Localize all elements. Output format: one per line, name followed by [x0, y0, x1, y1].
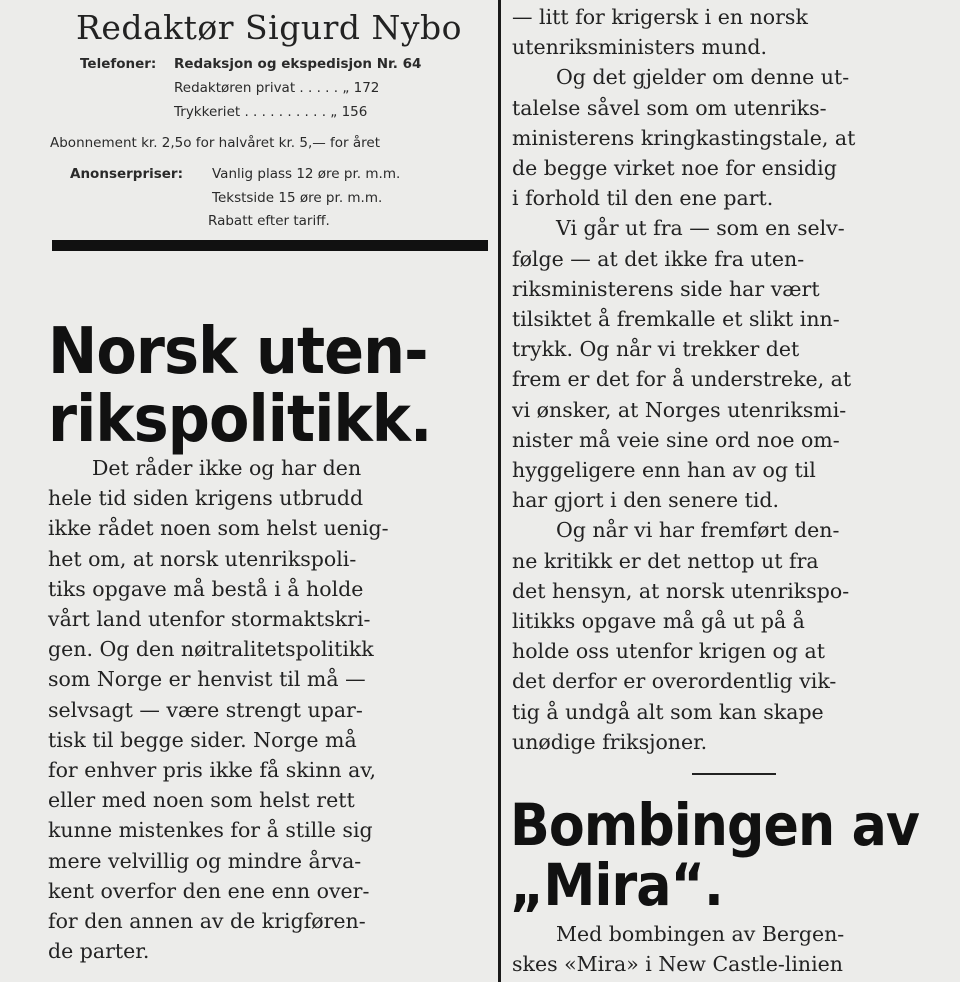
editor-name: Redaktør Sigurd Nybo: [75, 8, 462, 47]
text-line: har gjort i den senere tid.: [512, 488, 780, 513]
text-line: holde oss utenfor krigen og at: [512, 639, 825, 664]
text-line: de begge virket noe for ensidig: [512, 156, 837, 180]
phone-line-editor-private: Redaktøren privat . . . . . „ 172: [174, 80, 380, 96]
text-line: selvsagt — være strengt upar-: [48, 697, 363, 722]
text-line: for den annen av de krigføren-: [48, 909, 366, 933]
subscription-price: Abonnement kr. 2,5o for halvåret kr. 5,— for året: [50, 135, 381, 151]
text-line: eller med noen som helst rett: [48, 788, 355, 813]
text-line: følge — at det ikke fra uten-: [512, 246, 805, 271]
headline-2-line-1: Bombingen av: [510, 791, 920, 859]
text-line: de parter.: [48, 939, 150, 964]
text-line: hyggeligere enn han av og til: [512, 458, 816, 482]
text-line: — litt for krigersk i en norsk: [512, 5, 808, 29]
text-line: unødige friksjoner.: [512, 729, 708, 754]
text-line: det hensyn, at norsk utenrikspo-: [512, 578, 850, 603]
text-line: tilsiktet å fremkalle et slikt inn-: [512, 307, 840, 331]
phone-line-editorial: Redaksjon og ekspedisjon Nr. 64: [174, 56, 422, 72]
text-line: mere velvillig og mindre årva-: [48, 848, 362, 873]
text-line: talelse såvel som om utenriks-: [512, 95, 827, 120]
headline-line-2: rikspolitikk.: [48, 383, 432, 457]
text-line: hele tid siden krigens utbrudd: [48, 486, 364, 511]
text-line: Vi går ut fra — som en selv-: [556, 216, 845, 241]
text-line: som Norge er henvist til må —: [48, 667, 366, 692]
text-line: gen. Og den nøitralitetspolitikk: [48, 637, 374, 662]
text-line: riksministerens side har vært: [512, 276, 820, 301]
text-line: tig å undgå alt som kan skape: [512, 699, 824, 724]
text-line: het om, at norsk utenrikspoli-: [48, 546, 357, 571]
text-line: vårt land utenfor stormaktskri-: [48, 607, 371, 631]
masthead-rule: [52, 240, 488, 251]
headline-2-line-2: „Mira“.: [510, 851, 723, 919]
text-line: Med bombingen av Bergen-: [556, 922, 845, 946]
text-line: Og det gjelder om denne ut-: [556, 65, 850, 90]
text-line: ikke rådet noen som helst uenig-: [48, 516, 389, 541]
text-line: Og når vi har fremført den-: [556, 518, 840, 543]
text-line: frem er det for å understreke, at: [512, 367, 852, 392]
text-line: skes «Mira» i New Castle-linien: [512, 952, 843, 977]
ads-line-regular: Vanlig plass 12 øre pr. m.m.: [212, 166, 401, 182]
phone-label: Telefoner:: [80, 56, 157, 72]
text-line: i forhold til den ene part.: [512, 186, 774, 211]
text-line: tiks opgave må bestå i å holde: [48, 576, 364, 601]
text-line: nister må veie sine ord noe om-: [512, 427, 840, 452]
text-line: kent overfor den ene enn over-: [48, 878, 370, 903]
text-line: vi ønsker, at Norges utenriksmi-: [512, 397, 847, 422]
text-line: det derfor er overordentlig vik-: [512, 669, 837, 694]
article-divider: [692, 773, 776, 775]
text-line: trykk. Og når vi trekker det: [512, 337, 800, 362]
ads-label: Anonserpriser:: [70, 166, 183, 182]
column-rule: [498, 0, 501, 982]
ads-line-discount: Rabatt efter tariff.: [208, 213, 330, 229]
text-line: ne kritikk er det nettop ut fra: [512, 548, 819, 573]
text-line: Det råder ikke og har den: [92, 456, 362, 480]
headline-line-1: Norsk uten-: [48, 315, 428, 389]
text-line: tisk til begge sider. Norge må: [48, 727, 357, 752]
phone-line-printshop: Trykkeriet . . . . . . . . . . „ 156: [174, 104, 368, 120]
text-line: kunne mistenkes for å stille sig: [48, 818, 373, 843]
ads-line-textpage: Tekstside 15 øre pr. m.m.: [212, 190, 383, 206]
text-line: litikks opgave må gå ut på å: [512, 609, 805, 633]
text-line: for enhver pris ikke få skinn av,: [48, 758, 377, 782]
text-line: utenriksministers mund.: [512, 35, 768, 60]
text-line: ministerens kringkastingstale, at: [512, 125, 856, 150]
